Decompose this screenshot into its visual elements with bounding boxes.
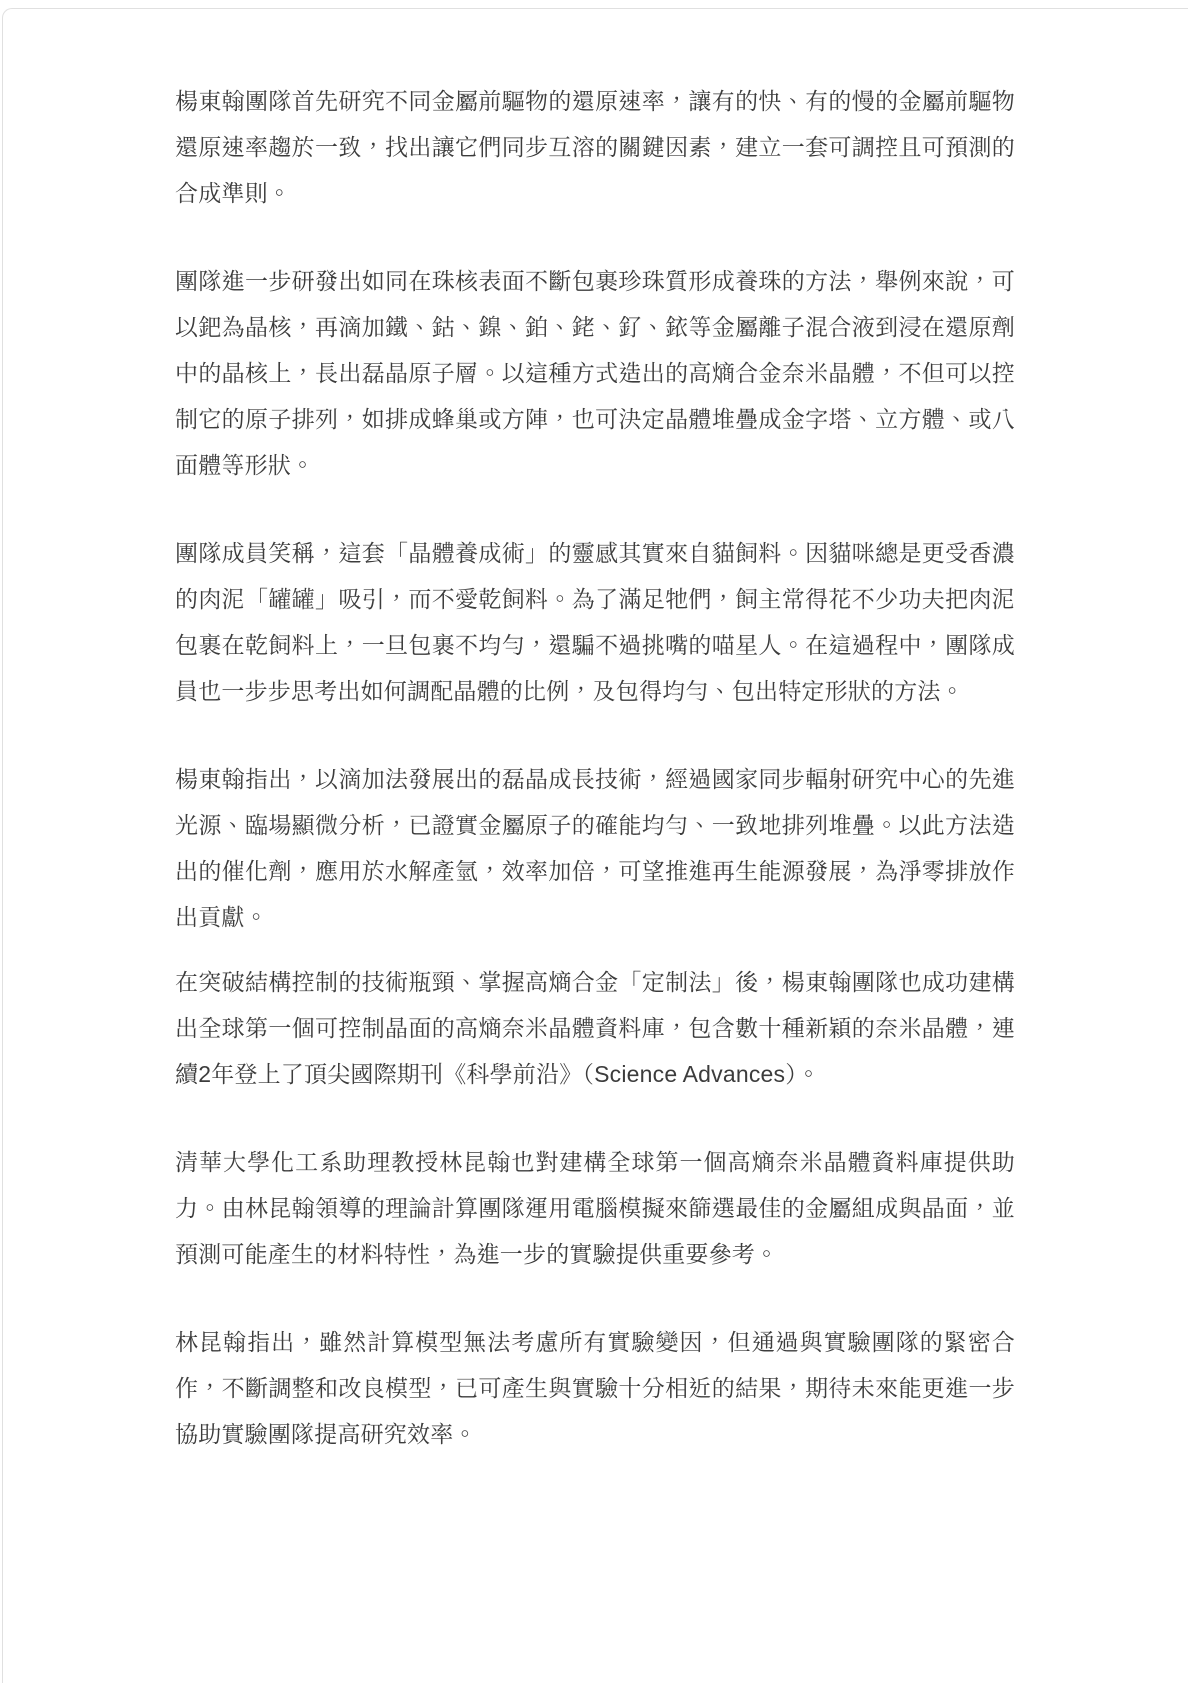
paragraph-6: 清華大學化工系助理教授林昆翰也對建構全球第一個高熵奈米晶體資料庫提供助力。由林昆翰領導的理論計算團隊運用電腦模擬來篩選最佳的金屬組成與晶面，並預測可能產生的材料特性，為進一步的實驗提供重要參考。 bbox=[175, 1149, 1015, 1267]
article-body bbox=[175, 78, 1015, 1457]
paragraph-3: 團隊成員笑稱，這套「晶體養成術」的靈感其實來自貓飼料。因貓咪總是更受香濃的肉泥「罐罐」吸引，而不愛乾飼料。為了滿足牠們，飼主常得花不少功夫把肉泥包裹在乾飼料上，一旦包裹不均勻，還騙不過挑嘴的喵星人。在這過程中，團隊成員也一步步思考出如何調配晶體的比例，及包得均勻、包出特定形狀的方法。 bbox=[175, 540, 1015, 704]
paragraph-4: 楊東翰指出，以滴加法發展出的磊晶成長技術，經過國家同步輻射研究中心的先進光源、臨場顯微分析，已證實金屬原子的確能均勻、一致地排列堆疊。以此方法造出的催化劑，應用於水解產氫，效率加倍，可望推進再生能源發展，為淨零排放作出貢獻。 bbox=[175, 766, 1015, 930]
paragraph-7: 林昆翰指出，雖然計算模型無法考慮所有實驗變因，但通過與實驗團隊的緊密合作，不斷調整和改良模型，已可產生與實驗十分相近的結果，期待未來能更進一步協助實驗團隊提高研究效率。 bbox=[175, 1329, 1015, 1447]
paragraph-2: 團隊進一步研發出如同在珠核表面不斷包裹珍珠質形成養珠的方法，舉例來說，可以鈀為晶核，再滴加鐵、鈷、鎳、鉑、銠、釕、銥等金屬離子混合液到浸在還原劑中的晶核上，長出磊晶原子層。以這種方式造出的高熵合金奈米晶體，不但可以控制它的原子排列，如排成蜂巢或方陣，也可決定晶體堆疊成金字塔、立方體、或八面體等形狀。 bbox=[175, 268, 1015, 478]
paragraph-1: 楊東翰團隊首先研究不同金屬前驅物的還原速率，讓有的快、有的慢的金屬前驅物還原速率趨於一致，找出讓它們同步互溶的關鍵因素，建立一套可調控且可預測的合成準則。 bbox=[175, 88, 1015, 206]
paragraph-5: 在突破結構控制的技術瓶頸、掌握高熵合金「定制法」後，楊東翰團隊也成功建構出全球第一個可控制晶面的高熵奈米晶體資料庫，包含數十種新穎的奈米晶體，連續2年登上了頂尖國際期刊《科學前沿》（Science Advances）。 bbox=[175, 969, 1015, 1087]
